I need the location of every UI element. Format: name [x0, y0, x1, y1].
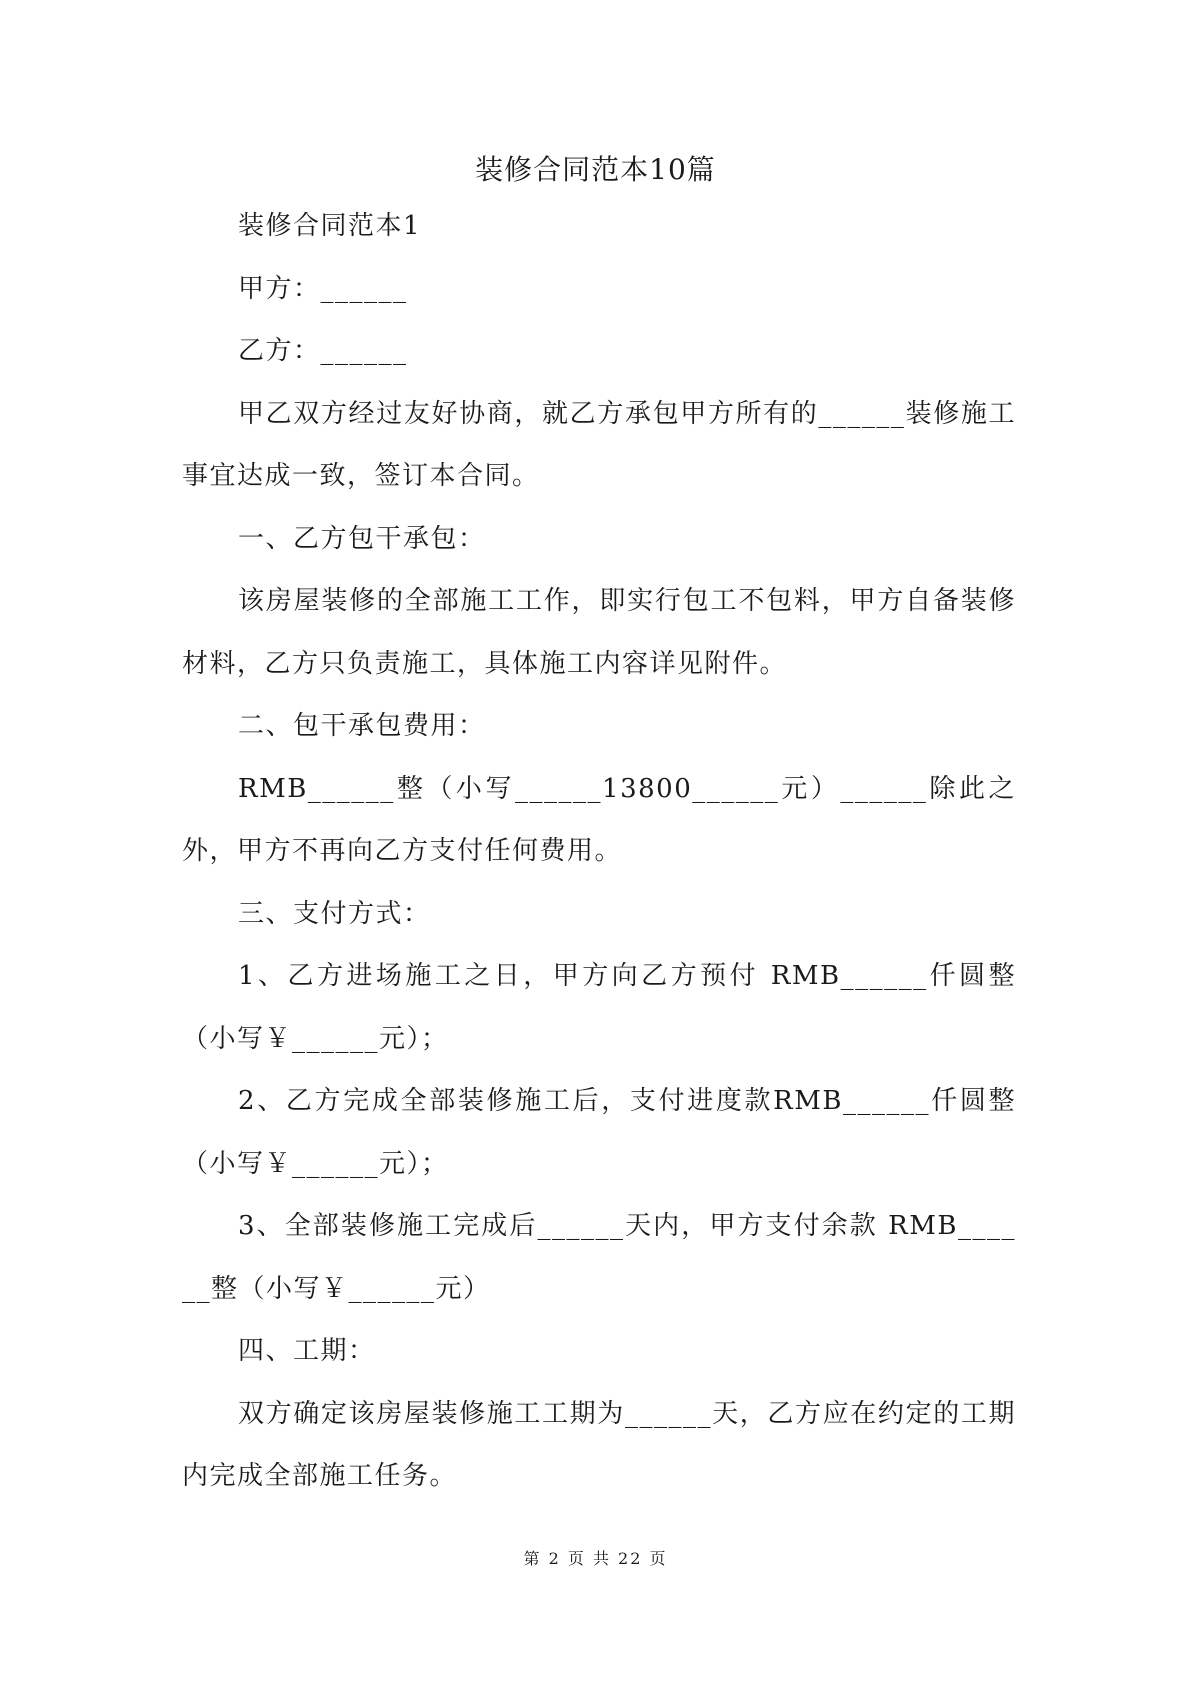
party-a-line: 甲方：______: [238, 273, 408, 304]
clause-heading-4: 四、工期：: [238, 1336, 376, 1366]
page-footer: 第 2 页 共 22 页: [523, 1549, 668, 1568]
clause-heading-1: 一、乙方包干承包：: [238, 523, 486, 554]
clause-4-paragraph: 双方确定该房屋装修施工工期为______天，乙方应在约定的工期内完成全部施工任务。: [182, 1398, 1016, 1491]
payment-item-3: 3、全部装修施工完成后______天内，甲方支付余款 RMB______整（小写￥______元）: [182, 1211, 1016, 1304]
clause-1-paragraph: 该房屋装修的全部施工工作，即实行包工不包料，甲方自备装修材料，乙方只负责施工，具体施工内容详见附件。: [182, 586, 1016, 679]
payment-item-2: 2、乙方完成全部装修施工后，支付进度款RMB______仟圆整（小写￥______元）；: [182, 1086, 1016, 1179]
clause-heading-3: 三、支付方式：: [238, 898, 431, 929]
preamble-paragraph: 甲乙双方经过友好协商，就乙方承包甲方所有的______装修施工事宜达成一致，签订本合同。: [182, 398, 1016, 491]
party-b-line: 乙方：______: [238, 336, 408, 366]
clause-2-paragraph: RMB______整（小写______13800______元）______除此之外，甲方不再向乙方支付任何费用。: [182, 773, 1016, 866]
document-body: [182, 195, 1016, 1508]
document-title: 装修合同范本10篇: [475, 153, 716, 186]
payment-item-1: 1、乙方进场施工之日，甲方向乙方预付 RMB______仟圆整（小写￥______元）；: [182, 961, 1016, 1054]
section-heading: 装修合同范本1: [238, 211, 422, 241]
clause-heading-2: 二、包干承包费用：: [238, 711, 486, 741]
